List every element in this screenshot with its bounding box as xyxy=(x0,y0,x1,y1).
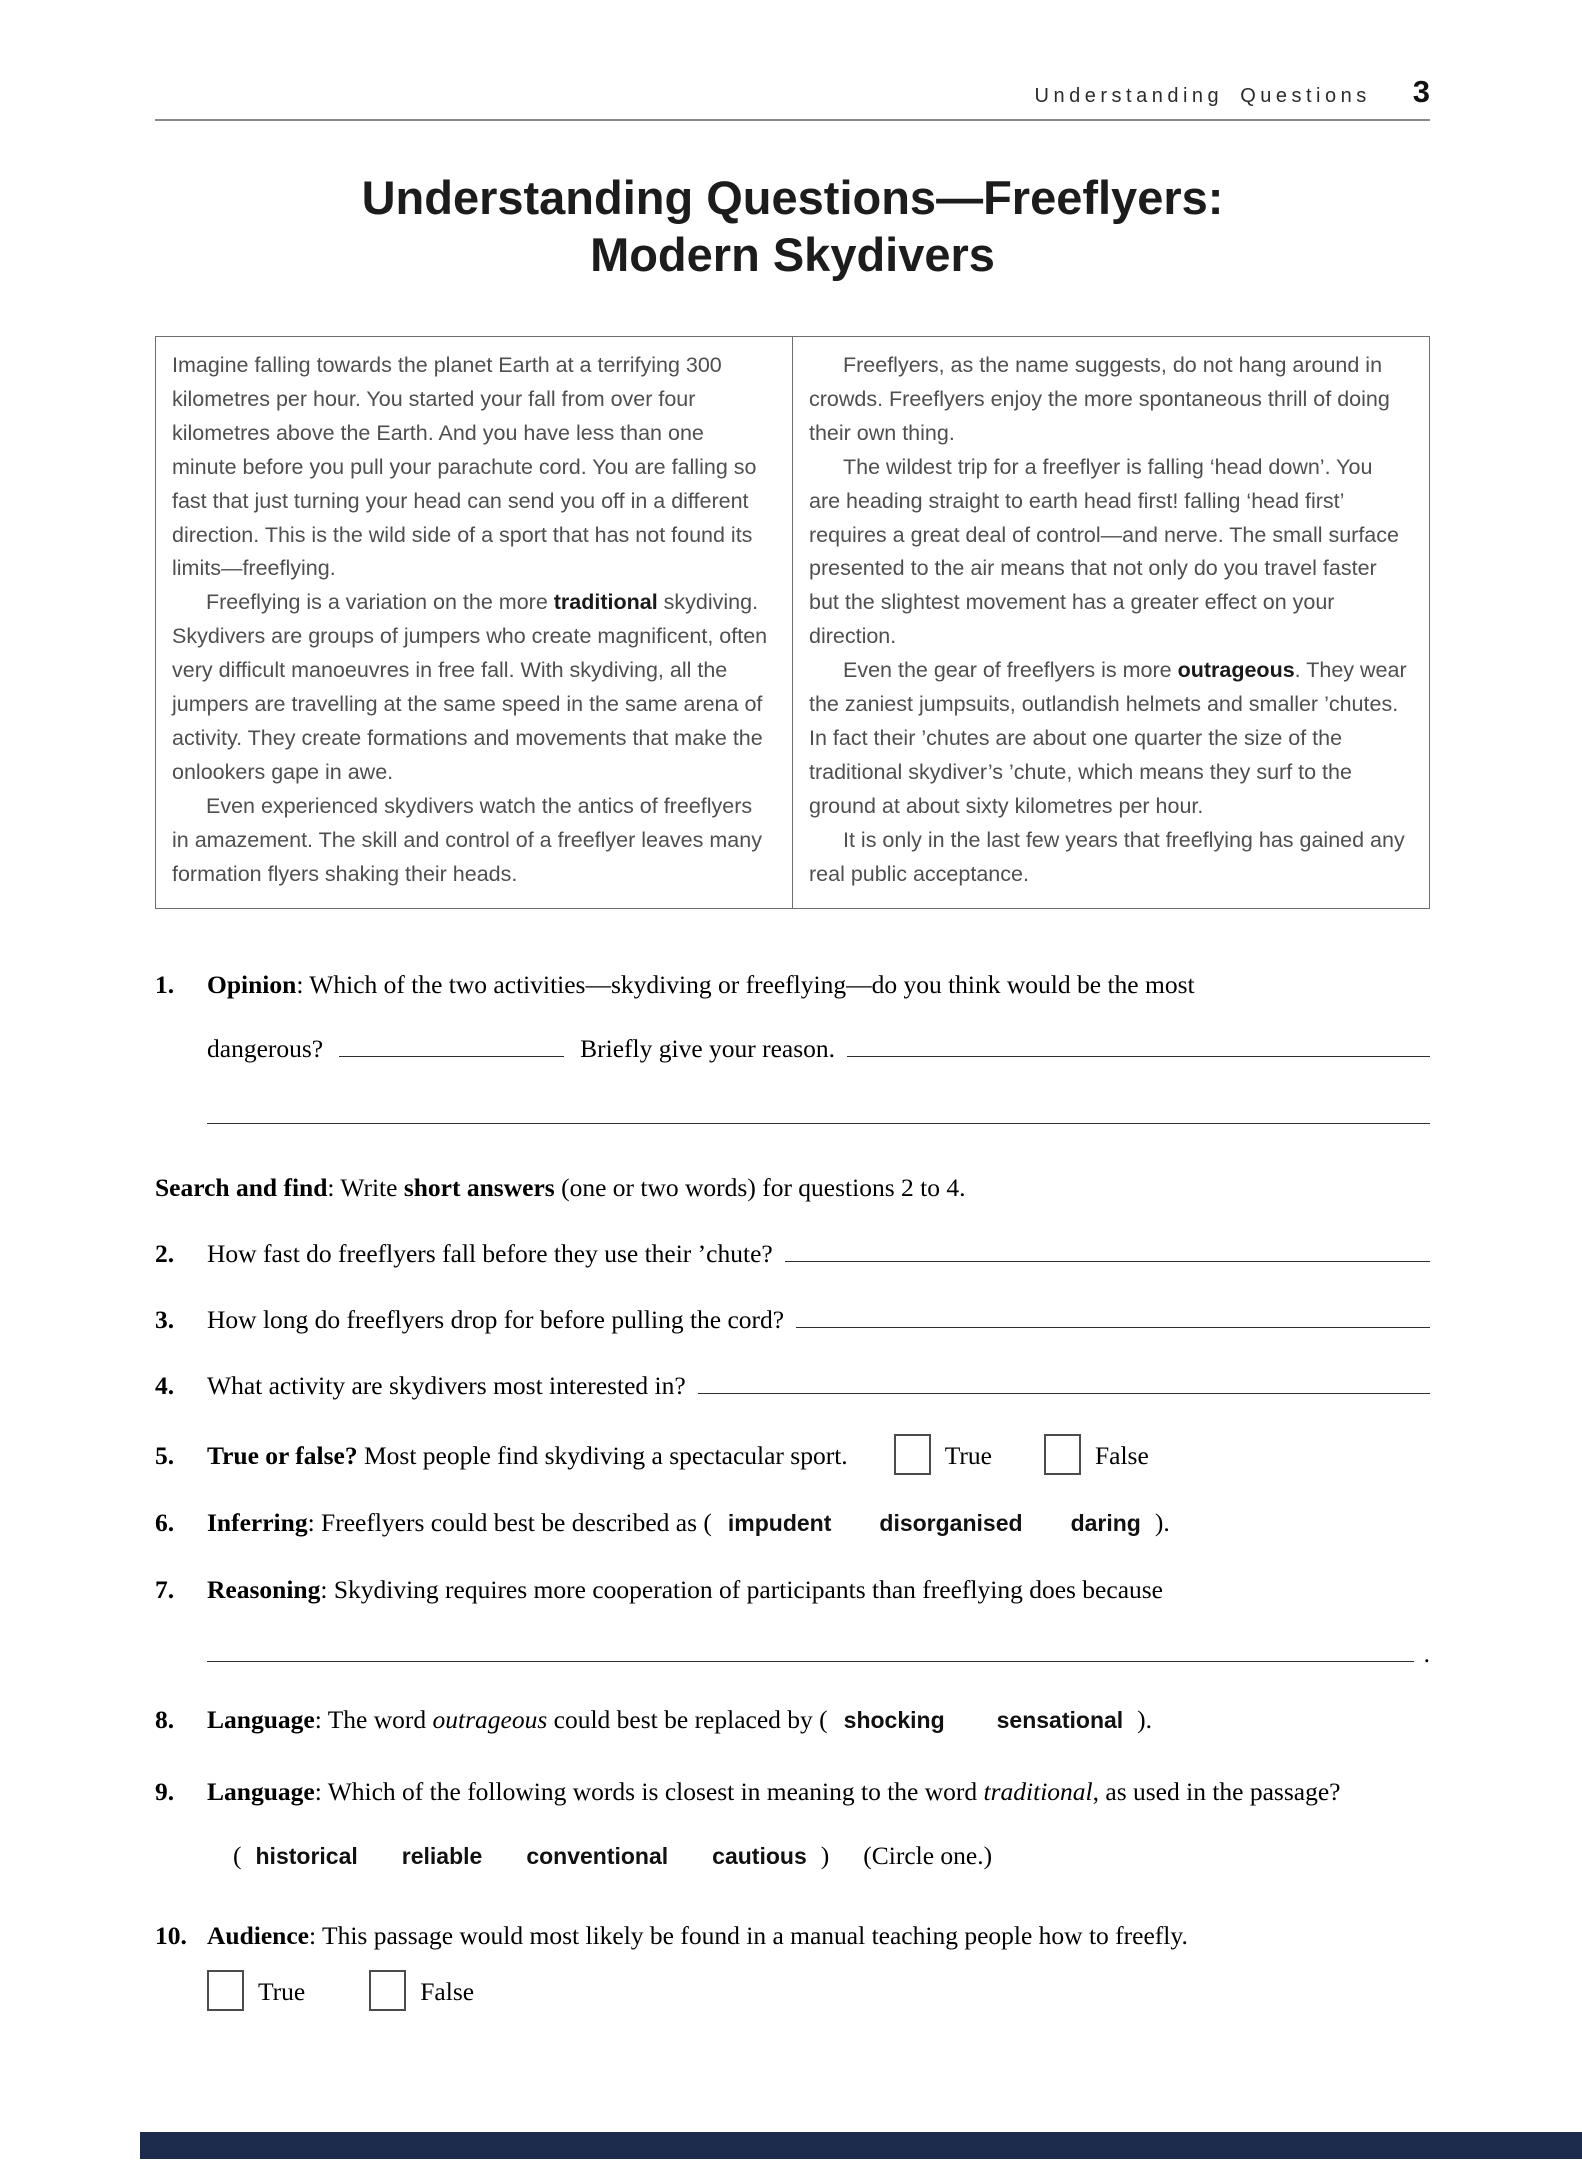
question-label: Inferring xyxy=(207,1508,308,1538)
question-number: 5. xyxy=(155,1441,175,1471)
true-checkbox[interactable] xyxy=(207,1970,244,2011)
answer-blank[interactable] xyxy=(698,1393,1430,1394)
answer-blank[interactable] xyxy=(339,1056,564,1057)
passage-box xyxy=(155,336,1430,910)
search-and-find-instruction xyxy=(155,1170,1430,1206)
question-label: Language xyxy=(207,1777,315,1807)
passage-paragraph: Even experienced skydivers watch the antics of freeflyers in amazement. The skill and control of a freeflyer leaves many formation flyers shaking their heads. xyxy=(172,794,762,887)
question-text: : Freeflyers could best be described as ( xyxy=(307,1508,712,1538)
question-text-segment: : Skydiving requires more cooperation of participants than freeflying does because xyxy=(320,1574,1164,1604)
question-text-segment: ) xyxy=(820,1840,830,1870)
false-checkbox[interactable] xyxy=(369,1970,406,2011)
question-3 xyxy=(155,1302,1430,1338)
question-number: 6. xyxy=(155,1508,175,1538)
passage-paragraph xyxy=(809,654,1409,824)
false-checkbox[interactable] xyxy=(1044,1434,1081,1475)
question-body xyxy=(207,1505,1430,1541)
question-body xyxy=(207,1236,1430,1272)
question-label: Reasoning xyxy=(207,1574,321,1604)
passage-paragraph: Imagine falling towards the planet Earth at a terrifying 300 kilometres per hour. You started your fall from over four kilometres above the Earth. And you have less than one minute before you pull your parachute cord. You are falling so fast that just turning your head can send you off in a different direction. This is the wild side of a sport that has not found its limits—freeflying. xyxy=(172,352,757,581)
question-text xyxy=(207,1918,1430,1954)
question-label: True or false? xyxy=(207,1441,358,1471)
question-number: 3. xyxy=(155,1304,175,1334)
question-6 xyxy=(155,1505,1430,1541)
circle-one-note: (Circle one.) xyxy=(863,1840,993,1870)
true-false-row xyxy=(207,1970,1430,2011)
option-reliable[interactable]: reliable xyxy=(401,1842,483,1869)
question-number: 1. xyxy=(155,970,175,1000)
question-answer-row xyxy=(207,1636,1430,1672)
instruction-text-segment: : Write xyxy=(327,1172,404,1202)
question-4 xyxy=(155,1368,1430,1404)
question-text-segment: dangerous? xyxy=(207,1034,324,1064)
question-number: 2. xyxy=(155,1238,175,1268)
passage-text-segment: . They wear the zaniest jumpsuits, outlandish helmets and smaller ’chutes. In fact their ’chutes are about one quarter the size of the traditional skydiver’s ’chute, which means they surf to the ground at about sixty kilometres per hour. xyxy=(809,658,1407,819)
question-text: What activity are skydivers most interested in? xyxy=(207,1371,686,1401)
false-label: False xyxy=(1094,1441,1149,1471)
question-text-segment: : This passage would most likely be found in a manual teaching people how to freefly. xyxy=(309,1920,1188,1950)
question-8 xyxy=(155,1702,1430,1738)
page-title xyxy=(155,169,1430,284)
question-text-segment: ( xyxy=(233,1840,242,1870)
header-rule xyxy=(155,119,1430,121)
page-number: 3 xyxy=(1412,74,1430,109)
italic-word: outrageous xyxy=(432,1704,548,1734)
question-1 xyxy=(155,967,1430,1123)
true-label: True xyxy=(258,1976,306,2006)
passage-bold-word: traditional xyxy=(553,590,658,615)
answer-line[interactable] xyxy=(207,1094,1430,1124)
option-shocking[interactable]: shocking xyxy=(843,1706,945,1733)
question-number: 4. xyxy=(155,1371,175,1401)
option-sensational[interactable]: sensational xyxy=(996,1706,1124,1733)
answer-blank[interactable] xyxy=(796,1327,1430,1328)
true-checkbox[interactable] xyxy=(894,1434,931,1475)
question-text-segment: ). xyxy=(1137,1704,1153,1734)
answer-blank[interactable] xyxy=(207,1661,1414,1662)
question-number: 7. xyxy=(155,1574,175,1604)
instruction-text-segment: (one or two words) for questions 2 to 4. xyxy=(554,1172,966,1202)
option-cautious[interactable]: cautious xyxy=(712,1842,807,1869)
instruction-label: Search and find xyxy=(155,1172,328,1202)
question-body xyxy=(207,1368,1430,1404)
question-text-segment: ). xyxy=(1154,1508,1170,1538)
question-text xyxy=(207,967,1430,1003)
passage-bold-word: outrageous xyxy=(1177,658,1295,683)
question-text: Most people find skydiving a spectacular sport. xyxy=(357,1441,848,1471)
option-impudent[interactable]: impudent xyxy=(727,1510,832,1537)
option-disorganised[interactable]: disorganised xyxy=(879,1510,1023,1537)
question-text: How fast do freeflyers fall before they use their ’chute? xyxy=(207,1238,773,1268)
question-label: Audience xyxy=(207,1920,309,1950)
question-text-segment: , as used in the passage? xyxy=(1092,1777,1341,1807)
question-body xyxy=(207,1302,1430,1338)
passage-text-segment: skydiving. Skydivers are groups of jumpers who create magnificent, often very difficult manoeuvres in free fall. With skydiving, all the jumpers are travelling at the same speed in the same arena of activity. They create formations and movements that make the onlookers gape in awe. xyxy=(172,590,768,785)
question-text-segment: . xyxy=(1423,1638,1430,1668)
answer-blank[interactable] xyxy=(847,1056,1430,1057)
question-7 xyxy=(155,1572,1430,1672)
question-10 xyxy=(155,1918,1430,2011)
question-text-segment: : Which of the following words is closest in meaning to the word xyxy=(314,1777,984,1807)
question-text-segment: Briefly give your reason. xyxy=(580,1034,836,1064)
passage-paragraph xyxy=(172,586,772,790)
question-text: How long do freeflyers drop for before pulling the cord? xyxy=(207,1304,785,1334)
question-number: 9. xyxy=(155,1777,175,1807)
question-body xyxy=(207,1572,1430,1672)
question-label: Language xyxy=(207,1704,315,1734)
question-5 xyxy=(155,1434,1430,1475)
question-2 xyxy=(155,1236,1430,1272)
option-historical[interactable]: historical xyxy=(255,1842,358,1869)
passage-text-segment: Even the gear of freeflyers is more xyxy=(843,658,1178,683)
false-label: False xyxy=(420,1976,475,2006)
passage-text-segment: Freeflying is a variation on the more xyxy=(206,590,554,615)
question-number: 10. xyxy=(155,1920,187,1950)
question-body xyxy=(207,1760,1430,1888)
passage-left-column xyxy=(156,337,793,909)
passage-paragraph: The wildest trip for a freeflyer is falling ‘head down’. You are heading straight to earth head first! falling ‘head first’ requires a great deal of control—and nerve. The small surface presented to the air means that not only do you travel faster but the slightest movement has a greater effect on your direction. xyxy=(809,454,1399,649)
footer-bar xyxy=(140,2132,1582,2159)
option-conventional[interactable]: conventional xyxy=(526,1842,669,1869)
question-text xyxy=(207,1572,1430,1608)
question-body xyxy=(207,1702,1430,1738)
italic-word: traditional xyxy=(983,1777,1093,1807)
question-answer-row xyxy=(207,1031,1430,1067)
page-title-line-2: Modern Skydivers xyxy=(590,228,995,282)
instruction-bold: short answers xyxy=(403,1172,555,1202)
passage-paragraph: It is only in the last few years that freeflying has gained any real public acceptance. xyxy=(809,828,1405,887)
page-header xyxy=(155,0,1430,110)
question-text-segment: : The word xyxy=(314,1704,433,1734)
header-title: Understanding Questions xyxy=(1034,85,1371,107)
question-body xyxy=(207,1918,1430,2011)
passage-paragraph: Freeflyers, as the name suggests, do not hang around in crowds. Freeflyers enjoy the more spontaneous thrill of doing their own thing. xyxy=(809,352,1390,445)
passage-right-column xyxy=(793,337,1429,909)
question-label: Opinion xyxy=(207,970,297,1000)
page-title-line-1: Understanding Questions—Freeflyers: xyxy=(361,171,1224,224)
true-label: True xyxy=(944,1441,992,1471)
question-9 xyxy=(155,1760,1430,1888)
question-number: 8. xyxy=(155,1704,175,1734)
option-daring[interactable]: daring xyxy=(1070,1510,1141,1537)
question-body xyxy=(207,967,1430,1123)
questions-section xyxy=(155,967,1430,2011)
question-text-segment: could best be replaced by ( xyxy=(547,1704,828,1734)
question-text-segment: : Which of the two activities—skydiving or freeflying—do you think would be the most xyxy=(296,970,1195,1000)
answer-blank[interactable] xyxy=(785,1261,1430,1262)
question-body xyxy=(207,1434,1430,1475)
